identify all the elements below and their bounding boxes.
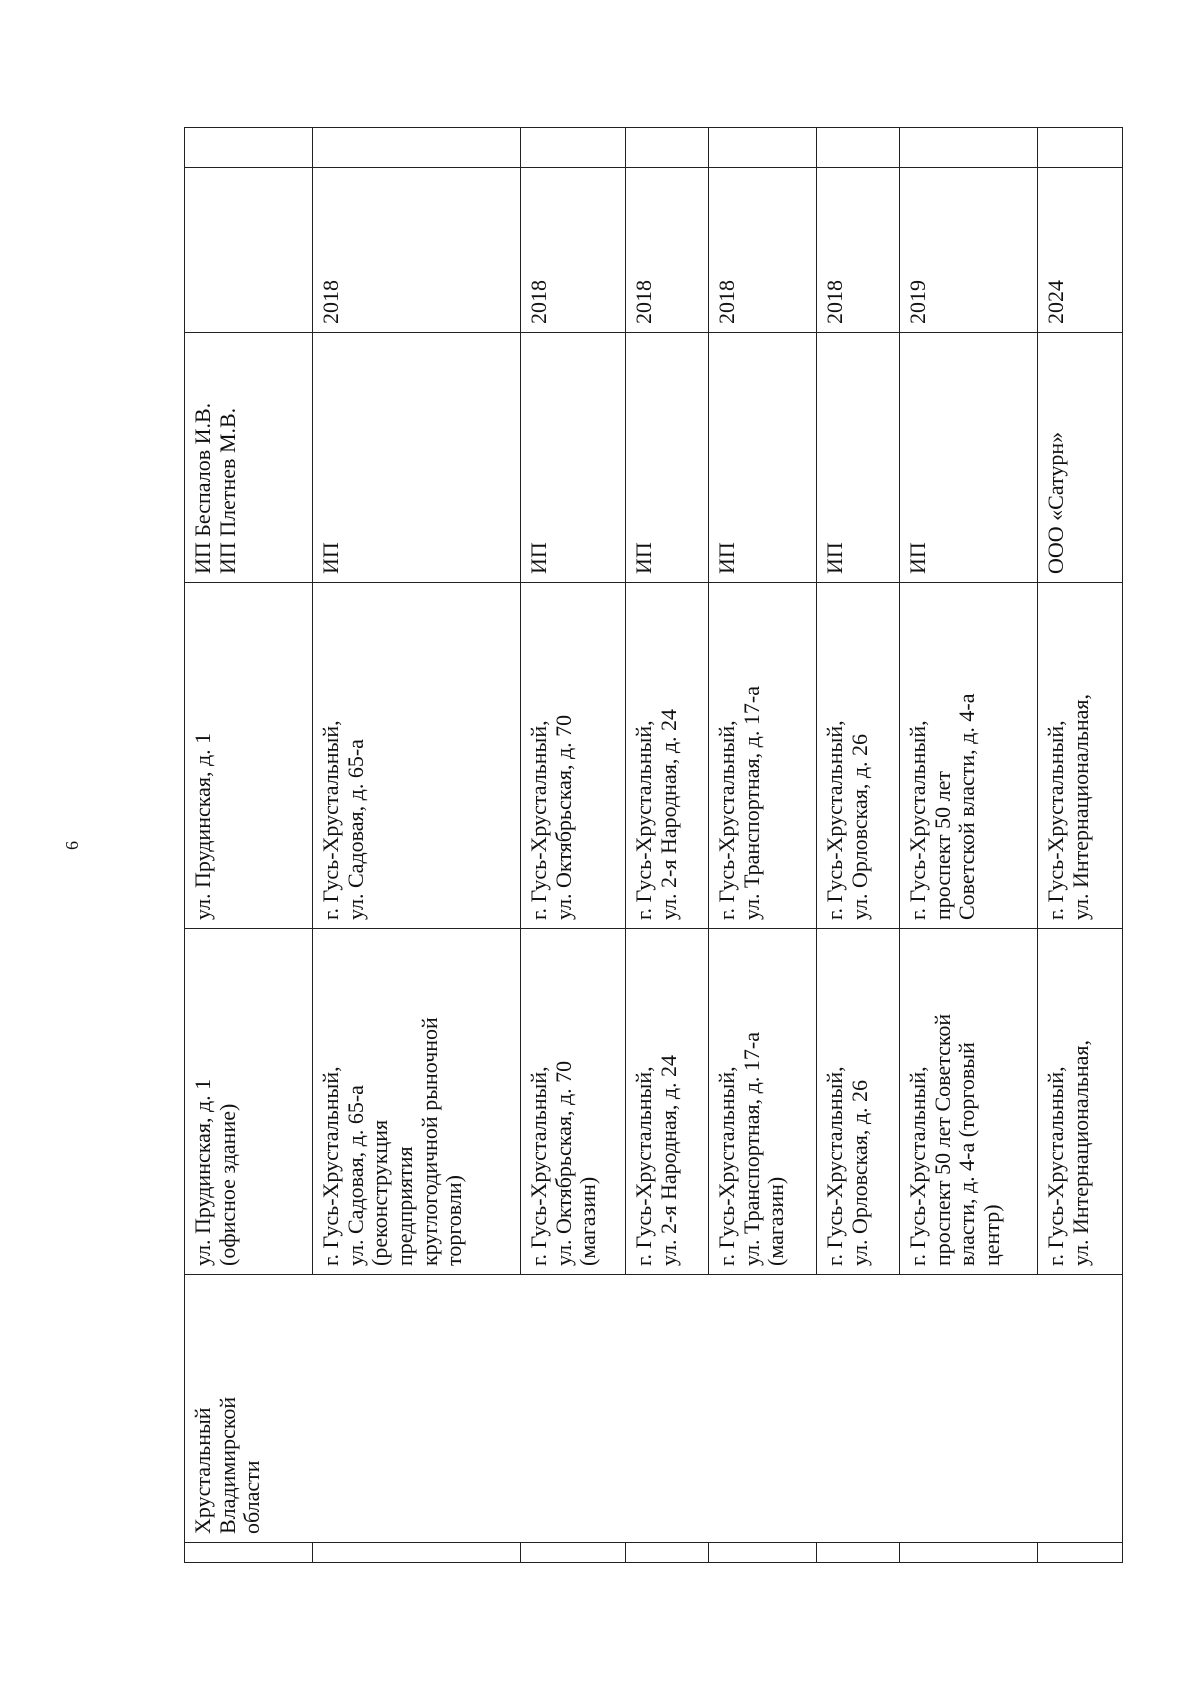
table-row (185, 128, 313, 1563)
year-cell (626, 168, 709, 333)
address-cell (185, 583, 313, 929)
owner-cell (626, 333, 709, 583)
object-cell (1038, 929, 1123, 1275)
owner-text: ИП (822, 542, 847, 574)
object-text: г. Гусь-Хрустальный, ул. Октябрьская, д. 70 (магазин) (526, 1060, 601, 1266)
owner-cell (709, 333, 817, 583)
district-text: Хрустальный Владимирской области (190, 1396, 265, 1534)
year-text: 2018 (714, 280, 739, 324)
year-text: 2018 (631, 280, 656, 324)
owner-cell (817, 333, 900, 583)
object-cell (185, 929, 313, 1275)
blank-cell (185, 1543, 313, 1563)
year-text: 2024 (1043, 280, 1068, 324)
address-cell (900, 583, 1038, 929)
object-text: г. Гусь-Хрустальный, ул. Садовая, д. 65-а (реконструкция предприятия круглогодичной рыночной торговли) (318, 1017, 467, 1266)
object-text: ул. Прудинская, д. 1 (офисное здание) (190, 1078, 240, 1266)
year-cell (817, 168, 900, 333)
owner-text: ИП (631, 542, 656, 574)
blank-cell (709, 1543, 817, 1563)
address-text: г. Гусь-Хрустальный, ул. Октябрьская, д. 70 (526, 714, 576, 920)
object-cell (817, 929, 900, 1275)
blank-cell (313, 1543, 521, 1563)
blank-cell (900, 128, 1038, 168)
year-text: 2018 (822, 280, 847, 324)
owner-cell (1038, 333, 1123, 583)
address-text: г. Гусь-Хрустальный, ул. Интернациональная, (1043, 693, 1093, 920)
blank-cell (521, 128, 626, 168)
owner-text: ИП (318, 542, 343, 574)
blank-cell (626, 1543, 709, 1563)
owner-text: ИП (714, 542, 739, 574)
blank-cell (185, 128, 313, 168)
object-cell (521, 929, 626, 1275)
owner-text: ИП (905, 542, 930, 574)
object-text: г. Гусь-Хрустальный, ул. Транспортная, д. 17-а (магазин) (714, 1032, 789, 1266)
year-text: 2019 (905, 280, 930, 324)
object-cell (900, 929, 1038, 1275)
year-cell (521, 168, 626, 333)
page-number: 6 (62, 841, 82, 850)
year-text: 2018 (526, 280, 551, 324)
address-text: г. Гусь-Хрустальный, ул. Садовая, д. 65-а (318, 720, 368, 920)
rotated-table-container (184, 127, 1122, 1563)
address-cell (521, 583, 626, 929)
owner-cell (313, 333, 521, 583)
year-cell (709, 168, 817, 333)
address-text: г. Гусь-Хрустальный, ул. Транспортная, д. 17-а (714, 686, 764, 920)
blank-cell (1038, 128, 1123, 168)
owner-text: ИП (526, 542, 551, 574)
object-text: г. Гусь-Хрустальный, проспект 50 лет Советской власти, д. 4-а (торговый центр) (905, 1013, 1004, 1266)
address-cell (313, 583, 521, 929)
address-cell (1038, 583, 1123, 929)
year-cell (900, 168, 1038, 333)
blank-cell (817, 1543, 900, 1563)
year-cell (1038, 168, 1123, 333)
year-cell (185, 168, 313, 333)
object-cell (709, 929, 817, 1275)
owner-cell (900, 333, 1038, 583)
blank-cell (1038, 1543, 1123, 1563)
address-text: г. Гусь-Хрустальный, ул. 2-я Народная, д. 24 (631, 708, 681, 920)
address-cell (626, 583, 709, 929)
blank-cell (626, 128, 709, 168)
object-cell (313, 929, 521, 1275)
blank-cell (709, 128, 817, 168)
blank-cell (521, 1543, 626, 1563)
year-text: 2018 (318, 280, 343, 324)
address-cell (817, 583, 900, 929)
owner-text: ИП Беспалов И.В. ИП Плетнев М.В. (190, 402, 240, 574)
object-text: г. Гусь-Хрустальный, ул. Орловская, д. 26 (822, 1066, 872, 1266)
object-text: г. Гусь-Хрустальный, ул. 2-я Народная, д. 24 (631, 1054, 681, 1266)
year-cell (313, 168, 521, 333)
object-cell (626, 929, 709, 1275)
owner-cell (185, 333, 313, 583)
blank-cell (313, 128, 521, 168)
objects-table (184, 127, 1123, 1563)
blank-cell (900, 1543, 1038, 1563)
address-text: г. Гусь-Хрустальный, проспект 50 лет Советской власти, д. 4-а (905, 693, 980, 920)
blank-cell (817, 128, 900, 168)
owner-cell (521, 333, 626, 583)
address-cell (709, 583, 817, 929)
address-text: г. Гусь-Хрустальный, ул. Орловская, д. 26 (822, 720, 872, 920)
district-cell (185, 1275, 1123, 1543)
object-text: г. Гусь-Хрустальный, ул. Интернациональная, (1043, 1039, 1093, 1266)
address-text: ул. Прудинская, д. 1 (190, 732, 215, 920)
owner-text: ООО «Сатурн» (1043, 431, 1068, 574)
